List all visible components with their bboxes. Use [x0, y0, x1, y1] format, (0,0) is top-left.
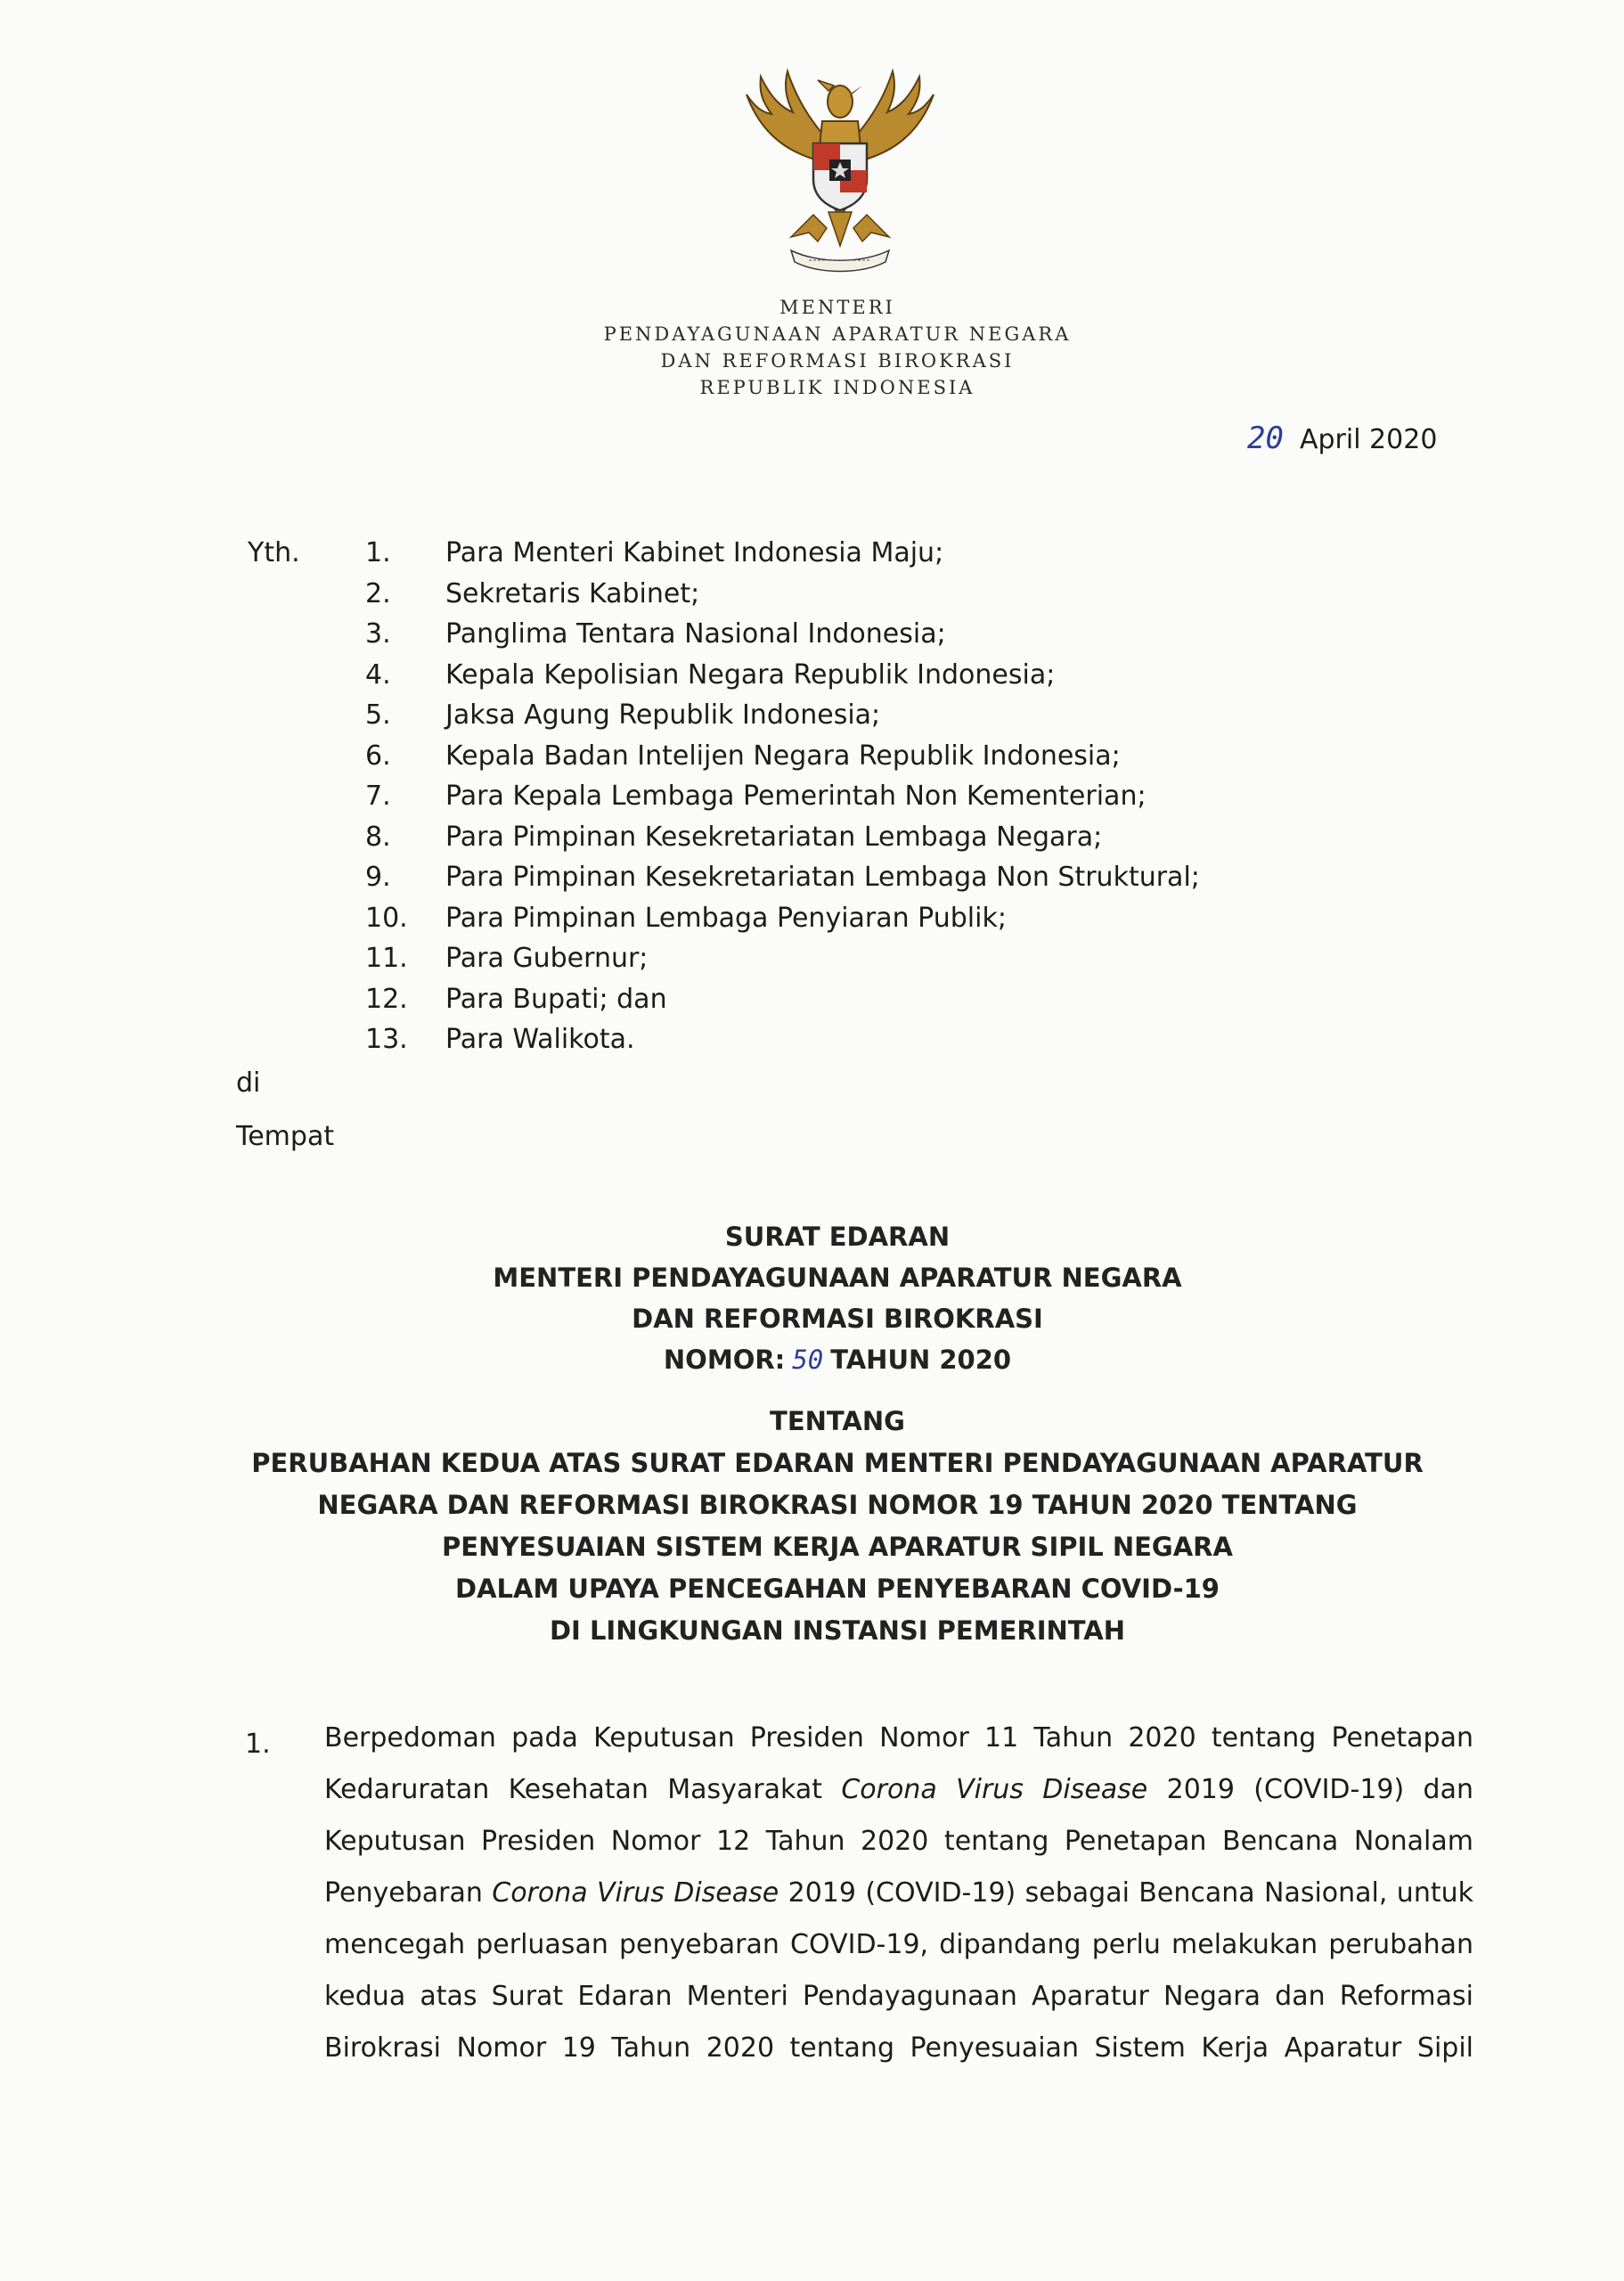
date-month-year: April 2020: [1299, 424, 1438, 455]
ministry-line: MENTERI: [779, 297, 895, 318]
addressee-label: Yth.: [248, 537, 300, 568]
list-item: 1. Para Menteri Kabinet Indonesia Maju;: [365, 537, 944, 568]
addressee-place: Tempat: [236, 1121, 335, 1152]
subject-line: PENYESUAIAN SISTEM KERJA APARATUR SIPIL NEGARA: [442, 1532, 1233, 1562]
subject-line: PERUBAHAN KEDUA ATAS SURAT EDARAN MENTERI PENDAYAGUNAAN APARATUR: [251, 1448, 1424, 1478]
paragraph-line: Penyebaran Corona Virus Disease 2019 (COVID-19) sebagai Bencana Nasional, untuk: [324, 1877, 1473, 1909]
body-paragraph: [324, 1713, 1473, 2074]
list-item: 13. Para Walikota.: [365, 1024, 635, 1055]
circular-title: [178, 1219, 1497, 1383]
list-item: 7. Para Kepala Lembaga Pemerintah Non Kementerian;: [365, 781, 1147, 812]
subject-line: NEGARA DAN REFORMASI BIROKRASI NOMOR 19 TAHUN 2020 TENTANG: [317, 1490, 1358, 1520]
title-line: SURAT EDARAN: [724, 1222, 951, 1252]
number-handwritten: 50: [792, 1345, 824, 1375]
subject-line: DALAM UPAYA PENCEGAHAN PENYEBARAN COVID-19: [455, 1574, 1220, 1604]
paragraph-line: Berpedoman pada Keputusan Presiden Nomor 11 Tahun 2020 tentang Penetapan: [324, 1722, 1473, 1754]
paragraph-line: Birokrasi Nomor 19 Tahun 2020 tentang Penyesuaian Sistem Kerja Aparatur Sipil: [324, 2032, 1473, 2064]
paragraph-line: mencegah perluasan penyebaran COVID-19, dipandang perlu melakukan perubahan: [324, 1929, 1473, 1960]
list-item: 4. Kepala Kepolisian Negara Republik Indonesia;: [365, 658, 1056, 691]
list-item: 9. Para Pimpinan Kesekretariatan Lembaga Non Struktural;: [365, 862, 1200, 893]
ministry-line: PENDAYAGUNAAN APARATUR NEGARA: [603, 323, 1072, 345]
circular-number: NOMOR: 50 TAHUN 2020: [663, 1345, 1012, 1375]
ministry-line: REPUBLIK INDONESIA: [699, 377, 975, 398]
list-item: 11. Para Gubernur;: [365, 943, 649, 974]
list-item: 6. Kepala Badan Intelijen Negara Republik Indonesia;: [365, 740, 1121, 772]
circular-subject: [178, 1403, 1497, 1655]
list-item: 5. Jaksa Agung Republik Indonesia;: [365, 699, 881, 731]
ministry-line: DAN REFORMASI BIROKRASI: [660, 350, 1015, 372]
list-item: 3. Panglima Tentara Nasional Indonesia;: [365, 618, 946, 650]
list-item: 12. Para Bupati; dan: [365, 983, 667, 1015]
list-item: 2. Sekretaris Kabinet;: [365, 577, 700, 609]
date-day-handwritten: 20: [1247, 421, 1284, 456]
addressee-list: [365, 537, 1200, 1065]
paragraph-line: Keputusan Presiden Nomor 12 Tahun 2020 tentang Penetapan Bencana Nonalam: [324, 1826, 1473, 1857]
title-line: MENTERI PENDAYAGUNAAN APARATUR NEGARA: [493, 1263, 1182, 1293]
list-item: 10. Para Pimpinan Lembaga Penyiaran Publik;: [365, 902, 1007, 934]
subject-line: DI LINGKUNGAN INSTANSI PEMERINTAH: [549, 1615, 1126, 1646]
subject-heading: TENTANG: [770, 1406, 905, 1436]
title-line: DAN REFORMASI BIROKRASI: [632, 1304, 1043, 1334]
paragraph-line: Kedaruratan Kesehatan Masyarakat Corona Virus Disease 2019 (COVID-19) dan: [324, 1774, 1473, 1805]
paragraph-number: 1.: [245, 1729, 271, 1760]
list-item: 8. Para Pimpinan Kesekretariatan Lembaga Negara;: [365, 821, 1103, 853]
garuda-emblem-icon: [729, 59, 951, 282]
ministry-header: [499, 294, 1176, 401]
paragraph-line: kedua atas Surat Edaran Menteri Pendayagunaan Aparatur Negara dan Reformasi: [324, 1981, 1473, 2012]
letter-date: [1247, 421, 1437, 456]
addressee-di: di: [236, 1067, 261, 1099]
